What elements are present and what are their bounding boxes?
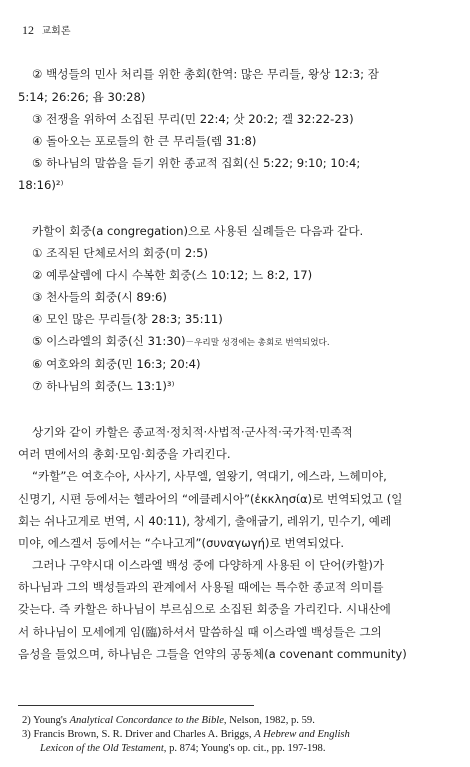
- paragraph1-line-3: “카할”은 여호수아, 사사기, 사무엘, 열왕기, 역대기, 에스라, 느헤미야,: [32, 469, 387, 483]
- footnote-3-number: 3): [22, 729, 31, 740]
- uses-item-2: ② 백성들의 민사 처리를 위한 총회(한역: 많은 무리들, 왕상 12:3; 잠: [32, 67, 379, 81]
- uses-item-5-cont: 18:16)²⁾: [18, 178, 64, 192]
- chapter-title: 교회론: [41, 26, 71, 37]
- congregation-item-4: ④ 모인 많은 무리들(창 28:3; 35:11): [32, 312, 223, 326]
- congregation-item-5-note: －우리말 성경에는 총회로 번역되었다.: [185, 338, 330, 348]
- paragraph2-line-2: 하나님과 그의 백성들과의 관계에서 사용될 때에는 특수한 종교적 의미를: [18, 580, 384, 594]
- paragraph2-line-3: 갖는다. 즉 카할은 하나님이 부르심으로 소집된 회중을 가리킨다. 시내산에: [18, 602, 391, 616]
- congregation-item-2: ② 예루살렘에 다시 수복한 회중(스 10:12; 느 8:2, 17): [32, 268, 313, 282]
- congregation-item-7: ⑦ 하나님의 회중(느 13:1)³⁾: [32, 379, 175, 393]
- paragraph1-line-6: 미야, 에스겔서 등에서는 “수나고게”(συναγωγή)로 번역되었다.: [18, 536, 345, 550]
- paragraph1-line-2: 여러 면에서의 총회·모임·회중을 가리킨다.: [18, 447, 231, 461]
- uses-item-4: ④ 돌아오는 포로들의 한 큰 무리들(렘 31:8): [32, 134, 257, 148]
- congregation-item-5-text: ⑤ 이스라엘의 회중(신 31:30): [32, 334, 186, 348]
- running-header: [22, 22, 70, 38]
- uses-item-2-cont: 5:14; 26:26; 욥 30:28): [18, 90, 146, 104]
- uses-item-5: ⑤ 하나님의 말씀을 듣기 위한 종교적 집회(신 5:22; 9:10; 10:4;: [32, 156, 361, 170]
- congregation-item-1: ① 조직된 단체로서의 회중(미 2:5): [32, 246, 209, 260]
- footnote-3-cont: [40, 742, 326, 755]
- footnote-3: [22, 728, 350, 741]
- congregation-item-5: [32, 333, 330, 351]
- page-number: 12: [22, 23, 34, 37]
- paragraph2-line-1: 그러나 구약시대 이스라엘 백성 중에 다양하게 사용된 이 단어(카할)가: [32, 558, 385, 572]
- footnote-2-number: 2): [22, 715, 31, 726]
- footnote-2-author: Young's: [33, 715, 67, 726]
- congregation-item-6: ⑥ 여호와의 회중(민 16:3; 20:4): [32, 357, 201, 371]
- uses-item-3: ③ 전쟁을 위하여 소집된 무리(민 22:4; 삿 20:2; 겔 32:22-23): [32, 112, 354, 126]
- footnote-2: [22, 714, 315, 727]
- footnote-3-title-part2: Lexicon of the Old Testament: [40, 743, 164, 754]
- footnote-3-title-part1: A Hebrew and English: [254, 729, 350, 740]
- paragraph1-line-5: 회는 쉬나고게로 번역, 시 40:11), 창세기, 출애굽기, 레위기, 민수기, 예레: [18, 514, 392, 528]
- congregation-item-3: ③ 천사들의 회중(시 89:6): [32, 290, 167, 304]
- paragraph2-line-4: 서 하나님이 모세에게 임(臨)하셔서 말씀하실 때 이스라엘 백성들은 그의: [18, 625, 382, 639]
- footnote-3-publication: , p. 874; Young's op. cit., pp. 197-198.: [163, 743, 326, 754]
- footnote-divider: [18, 705, 254, 706]
- paragraph1-line-1: 상기와 같이 카할은 종교적·정치적·사법적·군사적·국가적·민족적: [32, 425, 353, 439]
- footnote-3-authors: Francis Brown, S. R. Driver and Charles A. Briggs,: [33, 729, 252, 740]
- footnote-2-publication: , Nelson, 1982, p. 59.: [223, 715, 315, 726]
- paragraph2-line-5: 음성을 들었으며, 하나님은 그들을 언약의 공동체(a covenant community): [18, 647, 407, 661]
- footnote-2-title: Analytical Concordance to the Bible: [69, 715, 224, 726]
- paragraph1-line-4: 신명기, 시편 등에서는 헬라어의 “에클레시아”(ἐκκλησία)로 번역되었고 (일: [18, 492, 403, 506]
- congregation-intro: 카할이 회중(a congregation)으로 사용된 실례들은 다음과 같다.: [32, 224, 364, 238]
